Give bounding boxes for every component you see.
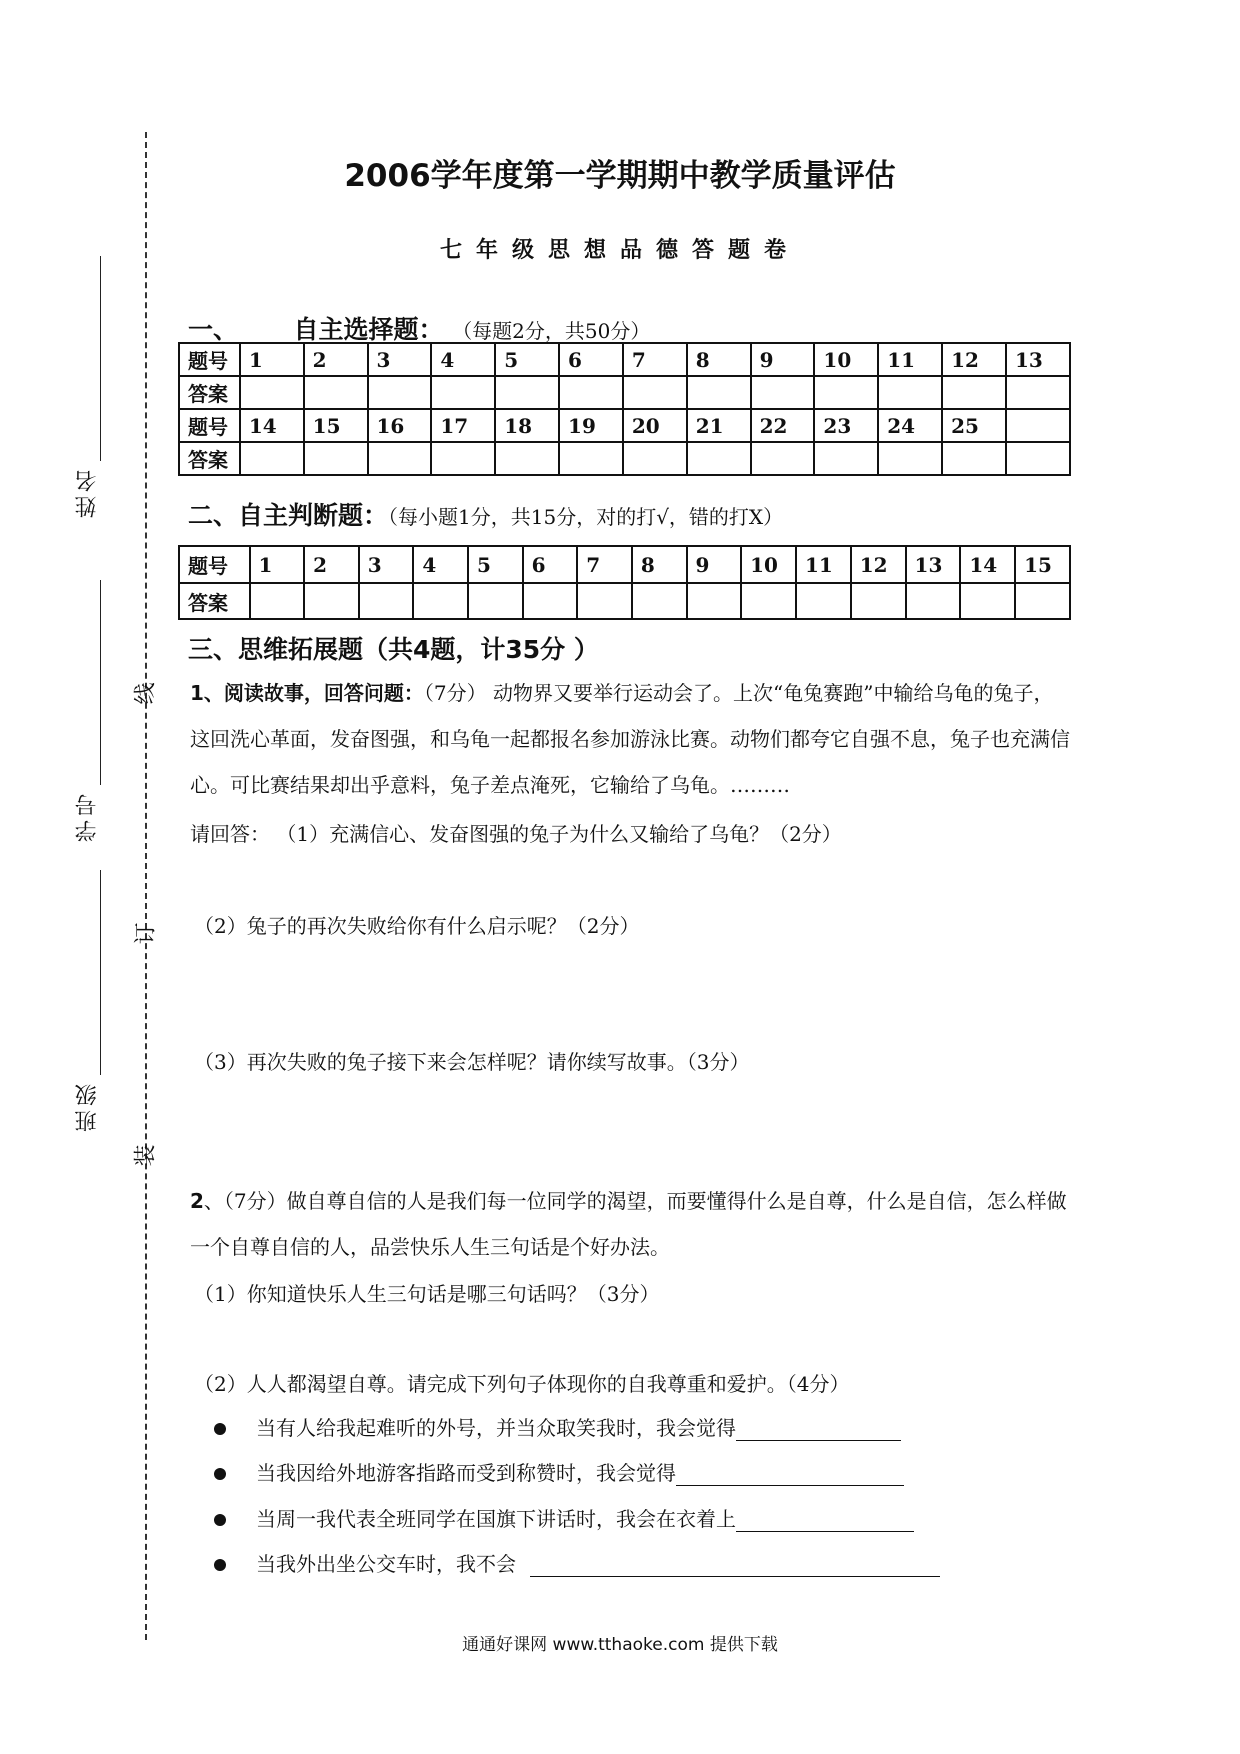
q1-body: （7分） 动物界又要举行运动会了。上次“龟兔赛跑”中输给乌龟的兔子，这回洗心革面，发奋图强，和乌龟一起都报名参加游泳比赛。动物们都夸它自强不息，兔子也充满信心。可比赛结果却出乎意料，兔子差点淹死，它输给了乌龟。……… (190, 681, 1070, 797)
q2-lead: 2 (190, 1189, 204, 1213)
section2-heading (188, 496, 783, 532)
bind-char-staple: 订 (133, 922, 159, 945)
q2-bullet-3 (214, 1503, 914, 1532)
section3-heading: 三、思维拓展题（共4题，计35分 ） (188, 635, 599, 664)
choice-answer-cell[interactable] (623, 376, 687, 409)
q2-bullet-text: 当周一我代表全班同学在国旗下讲话时，我会在衣着上 (256, 1507, 736, 1531)
choice-answer-cell[interactable] (240, 442, 304, 475)
choice-answer-table (178, 342, 1071, 476)
row-label-question: 题号 (179, 409, 240, 442)
q2-sub2: （2）人人都渴望自尊。请完成下列句子体现你的自我尊重和爱护。（4分） (194, 1372, 850, 1396)
question-number-cell: 15 (304, 409, 368, 442)
section1-note: （每题2分，共50分） (452, 319, 651, 343)
choice-answer-cell[interactable] (1006, 376, 1070, 409)
choice-answer-cell[interactable] (304, 376, 368, 409)
question-number-cell: 10 (814, 343, 878, 376)
judgment-number-row (179, 546, 1070, 583)
bullet-dot-icon (214, 1514, 226, 1526)
bind-char-bind: 装 (133, 1144, 159, 1167)
question-number-cell: 4 (413, 546, 468, 583)
bullet-dot-icon (214, 1559, 226, 1571)
choice-answer-cell[interactable] (751, 376, 815, 409)
bullet-dot-icon (214, 1423, 226, 1435)
judgment-answer-cell[interactable] (523, 583, 578, 619)
question-number-cell: 19 (559, 409, 623, 442)
choice-answer-cell[interactable] (942, 442, 1006, 475)
choice-answer-cell[interactable] (431, 442, 495, 475)
footer-credit: 通通好课网 www.tthaoke.com 提供下载 (462, 1635, 778, 1655)
q2-bullet-text: 当有人给我起难听的外号，并当众取笑我时，我会觉得 (256, 1416, 736, 1440)
question-number-cell: 20 (623, 409, 687, 442)
section1-heading (188, 310, 650, 346)
judgment-answer-cell[interactable] (632, 583, 687, 619)
q2-bullet-4 (214, 1548, 940, 1577)
q1-lead: 1、阅读故事，回答问题： (190, 681, 424, 705)
question-number-cell: 3 (359, 546, 414, 583)
row-label-answer: 答案 (179, 376, 240, 409)
question-number-cell: 8 (687, 343, 751, 376)
question-number-cell: 13 (906, 546, 961, 583)
choice-answer-cell[interactable] (304, 442, 368, 475)
judgment-answer-row (179, 583, 1070, 619)
choice-answer-cell[interactable] (368, 376, 432, 409)
name-label: 姓名 (75, 466, 100, 518)
question-number-cell: 13 (1006, 343, 1070, 376)
name-underline (100, 256, 101, 461)
exam-title: 2006学年度第一学期期中教学质量评估 (344, 158, 896, 194)
question-number-cell (1006, 409, 1070, 442)
judgment-answer-cell[interactable] (687, 583, 742, 619)
q1-sub3: （3）再次失败的兔子接下来会怎样呢？请你续写故事。（3分） (194, 1050, 750, 1074)
choice-number-row-2 (179, 409, 1070, 442)
choice-answer-cell[interactable] (814, 442, 878, 475)
class-label: 班级 (75, 1080, 100, 1132)
question-number-cell: 1 (250, 546, 305, 583)
question-number-cell: 3 (368, 343, 432, 376)
question-number-cell: 8 (632, 546, 687, 583)
question-number-cell: 4 (431, 343, 495, 376)
judgment-answer-cell[interactable] (413, 583, 468, 619)
question-number-cell: 1 (240, 343, 304, 376)
choice-answer-cell[interactable] (240, 376, 304, 409)
choice-answer-cell[interactable] (623, 442, 687, 475)
choice-answer-cell[interactable] (431, 376, 495, 409)
choice-answer-row-2 (179, 442, 1070, 475)
question-number-cell: 11 (878, 343, 942, 376)
judgment-answer-cell[interactable] (796, 583, 851, 619)
question-number-cell: 12 (851, 546, 906, 583)
choice-answer-cell[interactable] (687, 442, 751, 475)
question-number-cell: 5 (468, 546, 523, 583)
question-number-cell: 12 (942, 343, 1006, 376)
question-number-cell: 7 (577, 546, 632, 583)
choice-answer-row-1 (179, 376, 1070, 409)
binding-dashed-line (145, 132, 147, 1640)
question-number-cell: 15 (1015, 546, 1070, 583)
bullet-dot-icon (214, 1468, 226, 1480)
bind-char-line: 线 (133, 682, 159, 705)
section1-number: 一、 (188, 315, 239, 344)
judgment-answer-cell[interactable] (1015, 583, 1070, 619)
q1-story (190, 670, 1070, 808)
question-number-cell: 24 (878, 409, 942, 442)
question-number-cell: 10 (741, 546, 796, 583)
row-label-answer: 答案 (179, 442, 240, 475)
question-number-cell: 25 (942, 409, 1006, 442)
student-id-underline (100, 580, 101, 785)
judgment-answer-cell[interactable] (304, 583, 359, 619)
section2-title: 二、自主判断题： (188, 501, 389, 530)
question-number-cell: 7 (623, 343, 687, 376)
question-number-cell: 17 (431, 409, 495, 442)
q2-bullet-text: 当我因给外地游客指路而受到称赞时，我会觉得 (256, 1461, 676, 1485)
question-number-cell: 9 (687, 546, 742, 583)
q2-bullet-1 (214, 1412, 901, 1441)
question-number-cell: 9 (751, 343, 815, 376)
choice-answer-cell[interactable] (878, 376, 942, 409)
choice-answer-cell[interactable] (814, 376, 878, 409)
section1-title: 自主选择题： (293, 315, 444, 344)
question-number-cell: 18 (495, 409, 559, 442)
question-number-cell: 2 (304, 343, 368, 376)
question-number-cell: 21 (687, 409, 751, 442)
choice-answer-cell[interactable] (687, 376, 751, 409)
choice-answer-cell[interactable] (878, 442, 942, 475)
answer-blank[interactable] (530, 1554, 940, 1577)
row-label-answer: 答案 (179, 583, 250, 619)
q1-sub1: 请回答： （1）充满信心、发奋图强的兔子为什么又输给了乌龟？（2分） (190, 822, 842, 846)
q2-sub1: （1）你知道快乐人生三句话是哪三句话吗？（3分） (194, 1282, 660, 1306)
answer-blank[interactable] (736, 1509, 914, 1532)
choice-answer-cell[interactable] (1006, 442, 1070, 475)
judgment-answer-cell[interactable] (851, 583, 906, 619)
judgment-answer-cell[interactable] (577, 583, 632, 619)
question-number-cell: 6 (523, 546, 578, 583)
judgment-answer-cell[interactable] (250, 583, 305, 619)
question-number-cell: 6 (559, 343, 623, 376)
question-number-cell: 16 (368, 409, 432, 442)
row-label-question: 题号 (179, 343, 240, 376)
choice-answer-cell[interactable] (495, 442, 559, 475)
choice-answer-cell[interactable] (495, 376, 559, 409)
choice-answer-cell[interactable] (751, 442, 815, 475)
judgment-answer-cell[interactable] (359, 583, 414, 619)
question-number-cell: 22 (751, 409, 815, 442)
choice-answer-cell[interactable] (559, 442, 623, 475)
judgment-answer-table (178, 545, 1071, 620)
q2-intro (190, 1178, 1070, 1270)
student-id-label: 学号 (75, 790, 100, 842)
question-number-cell: 14 (240, 409, 304, 442)
judgment-answer-cell[interactable] (960, 583, 1015, 619)
choice-answer-cell[interactable] (559, 376, 623, 409)
choice-answer-cell[interactable] (942, 376, 1006, 409)
q2-bullet-text: 当我外出坐公交车时，我不会 (256, 1552, 516, 1576)
section2-note: （每小题1分，共15分，对的打√，错的打X） (388, 505, 784, 529)
q2-body: 、（7分）做自尊自信的人是我们每一位同学的渴望，而要懂得什么是自尊，什么是自信，怎么样做一个自尊自信的人，品尝快乐人生三句话是个好办法。 (190, 1189, 1067, 1259)
judgment-answer-cell[interactable] (468, 583, 523, 619)
question-number-cell: 11 (796, 546, 851, 583)
choice-number-row-1 (179, 343, 1070, 376)
question-number-cell: 14 (960, 546, 1015, 583)
q1-sub2: （2）兔子的再次失败给你有什么启示呢？（2分） (194, 914, 640, 938)
row-label-question: 题号 (179, 546, 250, 583)
class-underline (100, 870, 101, 1075)
answer-blank[interactable] (736, 1418, 901, 1441)
question-number-cell: 23 (814, 409, 878, 442)
judgment-answer-cell[interactable] (906, 583, 961, 619)
exam-subtitle: 七年级思想品德答题卷 (439, 238, 800, 263)
answer-blank[interactable] (676, 1463, 904, 1486)
choice-answer-cell[interactable] (368, 442, 432, 475)
q2-bullet-2 (214, 1457, 904, 1486)
judgment-answer-cell[interactable] (741, 583, 796, 619)
question-number-cell: 5 (495, 343, 559, 376)
question-number-cell: 2 (304, 546, 359, 583)
